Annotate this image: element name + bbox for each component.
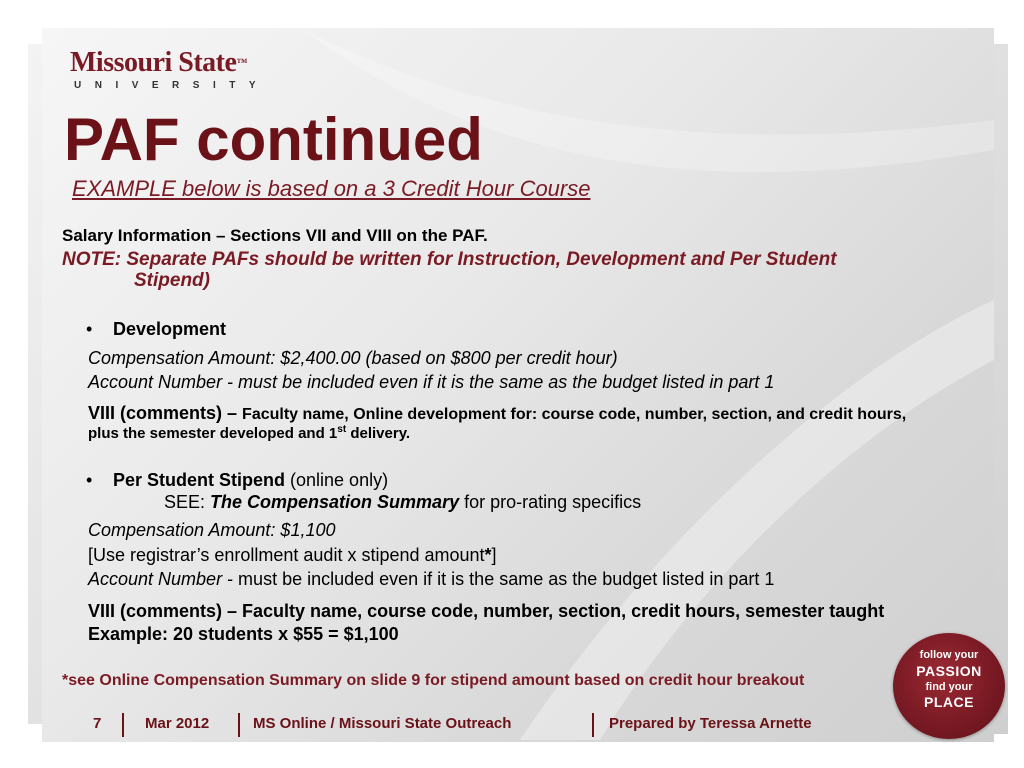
development-comments: VIII (comments) – Faculty name, Online development for: course code, number, section, and credit hours, bbox=[88, 403, 907, 423]
footer-page-number: 7 bbox=[93, 715, 102, 732]
stipend-bullet: • bbox=[86, 470, 93, 490]
footer-divider bbox=[592, 713, 594, 737]
footer bbox=[0, 711, 1024, 737]
development-comments-line2: plus the semester developed and 1st delivery. bbox=[88, 424, 411, 442]
logo-subtitle: UNIVERSITY bbox=[74, 80, 270, 91]
stipend-audit: [Use registrar’s enrollment audit x stipend amount*] bbox=[88, 545, 497, 565]
stipend-compensation: Compensation Amount: $1,100 bbox=[88, 520, 336, 540]
follow-your-passion-badge: follow your PASSION find your PLACE bbox=[893, 633, 1005, 739]
stipend-account: Account Number - must be included even if it is the same as the budget listed in part 1 bbox=[88, 569, 775, 589]
page-title: PAF continued bbox=[64, 106, 483, 173]
footer-divider bbox=[122, 713, 124, 737]
footer-divider bbox=[238, 713, 240, 737]
stipend-example: Example: 20 students x $55 = $1,100 bbox=[88, 624, 399, 644]
development-bullet: • bbox=[86, 319, 93, 339]
development-compensation: Compensation Amount: $2,400.00 (based on $800 per credit hour) bbox=[88, 348, 618, 368]
stipend-see: SEE: The Compensation Summary for pro-rating specifics bbox=[164, 492, 642, 512]
note-line-1: NOTE: Separate PAFs should be written for Instruction, Development and Per Student bbox=[62, 249, 837, 270]
frame-right-edge bbox=[994, 44, 1008, 734]
stipend-comments: VIII (comments) – Faculty name, course code, number, section, credit hours, semester taught bbox=[88, 601, 885, 621]
note-line-2: Stipend) bbox=[134, 270, 210, 291]
development-account: Account Number - must be included even if it is the same as the budget listed in part 1 bbox=[88, 372, 775, 392]
development-heading: Development bbox=[113, 319, 227, 339]
stipend-heading: Per Student Stipend (online only) bbox=[113, 470, 389, 490]
page-subtitle: EXAMPLE below is based on a 3 Credit Hour Course bbox=[72, 176, 591, 201]
logo-wordmark: Missouri State™ bbox=[70, 47, 247, 78]
footer-org: MS Online / Missouri State Outreach bbox=[253, 715, 512, 732]
footer-author: Prepared by Teressa Arnette bbox=[609, 715, 812, 732]
frame-left-edge bbox=[28, 44, 42, 724]
footnote: *see Online Compensation Summary on slide 9 for stipend amount based on credit hour breakout bbox=[62, 672, 805, 689]
university-logo bbox=[70, 48, 269, 91]
salary-heading: Salary Information – Sections VII and VIII on the PAF. bbox=[62, 226, 488, 245]
footer-date: Mar 2012 bbox=[145, 715, 210, 732]
